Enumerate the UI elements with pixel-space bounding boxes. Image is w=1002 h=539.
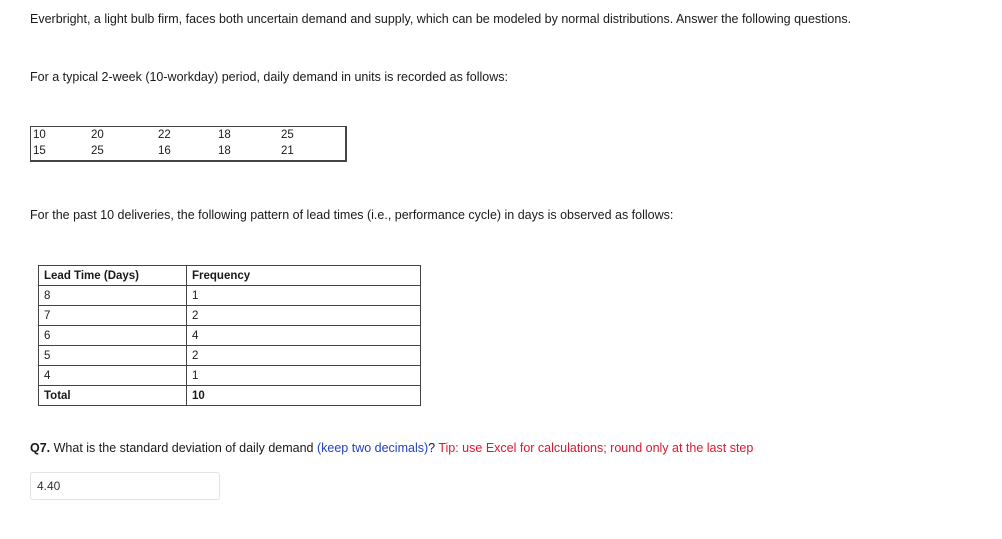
demand-intro-text: For a typical 2-week (10-workday) period, daily demand in units is recorded as follows:	[30, 70, 508, 84]
table-cell: 25	[91, 145, 104, 157]
table-cell: 22	[158, 129, 171, 141]
answer-input[interactable]	[30, 472, 220, 500]
frequency-header: Frequency	[187, 266, 421, 286]
table-row	[39, 366, 421, 386]
table-cell: 4	[39, 366, 187, 386]
table-row	[39, 306, 421, 326]
table-cell: 18	[218, 145, 231, 157]
table-cell: 16	[158, 145, 171, 157]
table-cell: 6	[39, 326, 187, 346]
table-cell: 1	[187, 286, 421, 306]
table-cell: 10	[33, 129, 46, 141]
lead-intro-text: For the past 10 deliveries, the following pattern of lead times (i.e., performance cycle) in days is observed as follows:	[30, 208, 674, 222]
table-cell: 8	[39, 286, 187, 306]
table-cell: 1	[187, 366, 421, 386]
question-text	[30, 441, 753, 455]
lead-time-header: Lead Time (Days)	[39, 266, 187, 286]
table-row	[39, 286, 421, 306]
lead-time-table	[38, 265, 421, 406]
table-row	[39, 326, 421, 346]
question-precision-note: (keep two decimals)	[316, 441, 429, 455]
demand-table	[30, 126, 347, 162]
total-label: Total	[39, 386, 187, 406]
table-cell: 2	[187, 306, 421, 326]
intro-text: Everbright, a light bulb firm, faces both uncertain demand and supply, which can be modeled by normal distributions. Answer the following questions.	[30, 12, 852, 26]
table-total-row	[39, 386, 421, 406]
table-row	[31, 143, 345, 159]
question-tip: Tip: use Excel for calculations; round only at the last step	[435, 441, 754, 455]
question-number: Q7.	[30, 441, 51, 455]
table-cell: 18	[218, 129, 231, 141]
table-header-row	[39, 266, 421, 286]
table-cell: 2	[187, 346, 421, 366]
table-cell: 15	[33, 145, 46, 157]
table-cell: 4	[187, 326, 421, 346]
total-value: 10	[187, 386, 421, 406]
question-body: What is the standard deviation of daily demand	[50, 441, 317, 455]
table-cell: 20	[91, 129, 104, 141]
table-cell: 21	[281, 145, 294, 157]
table-row	[39, 346, 421, 366]
table-cell: 7	[39, 306, 187, 326]
table-row	[31, 127, 345, 143]
table-cell: 5	[39, 346, 187, 366]
question-mark: ?	[428, 441, 436, 455]
table-cell: 25	[281, 129, 294, 141]
